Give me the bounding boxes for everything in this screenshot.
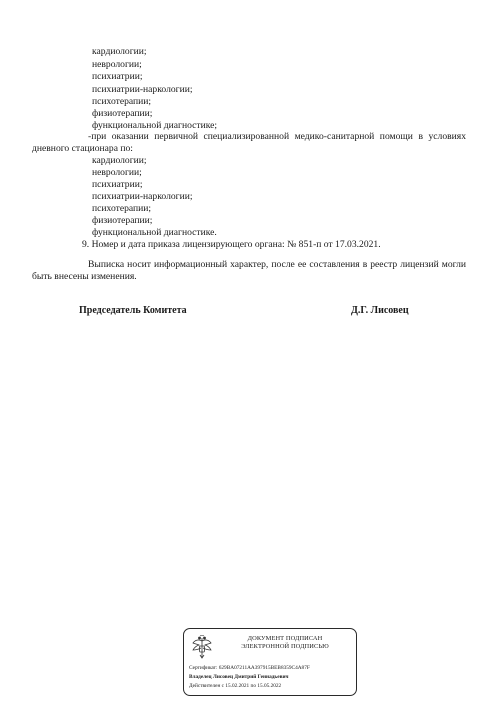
list-item: физиотерапии; [92, 215, 153, 226]
order-number-line: 9. Номер и дата приказа лицензирующего органа: № 851-п от 17.03.2021. [82, 239, 381, 250]
list-item: психиатрии-наркологии; [92, 191, 193, 202]
e-signature-stamp [183, 628, 357, 696]
stamp-owner: Владелец Лисовец Дмитрий Геннадьевич [189, 674, 289, 680]
stamp-line2: ЭЛЕКТРОННОЙ ПОДПИСЬЮ [241, 643, 329, 650]
list-item: психотерапии; [92, 203, 152, 214]
stamp-certificate: Сертификат: 629BA07211AA397915BEB8359C4A87F [189, 665, 310, 671]
list-item: кардиологии; [92, 46, 147, 57]
list-item: функциональной диагностике. [92, 227, 217, 238]
list-item: физиотерапии; [92, 108, 153, 119]
stamp-heading [218, 635, 352, 651]
condition-paragraph: -при оказании первичной специализированной медико-санитарной помощи в условиях дневного стационара по: [32, 131, 466, 154]
stamp-line1: ДОКУМЕНТ ПОДПИСАН [247, 635, 323, 642]
stamp-validity: Действителен с 15.02.2021 по 15.05.2022 [189, 683, 282, 689]
list-item: психиатрии-наркологии; [92, 84, 193, 95]
signer-title: Председатель Комитета [79, 305, 187, 316]
list-item: функциональной диагностике; [92, 120, 218, 131]
coat-of-arms-icon [191, 635, 213, 661]
list-item: психиатрии; [92, 179, 143, 190]
list-item: психиатрии; [92, 71, 143, 82]
list-item: неврологии; [92, 59, 142, 70]
disclaimer-paragraph: Выписка носит информационный характер, после ее составления в реестр лицензий могли быть внесены изменения. [32, 259, 466, 282]
signer-name: Д.Г. Лисовец [351, 305, 409, 316]
list-item: кардиологии; [92, 155, 147, 166]
list-item: психотерапии; [92, 96, 152, 107]
list-item: неврологии; [92, 167, 142, 178]
